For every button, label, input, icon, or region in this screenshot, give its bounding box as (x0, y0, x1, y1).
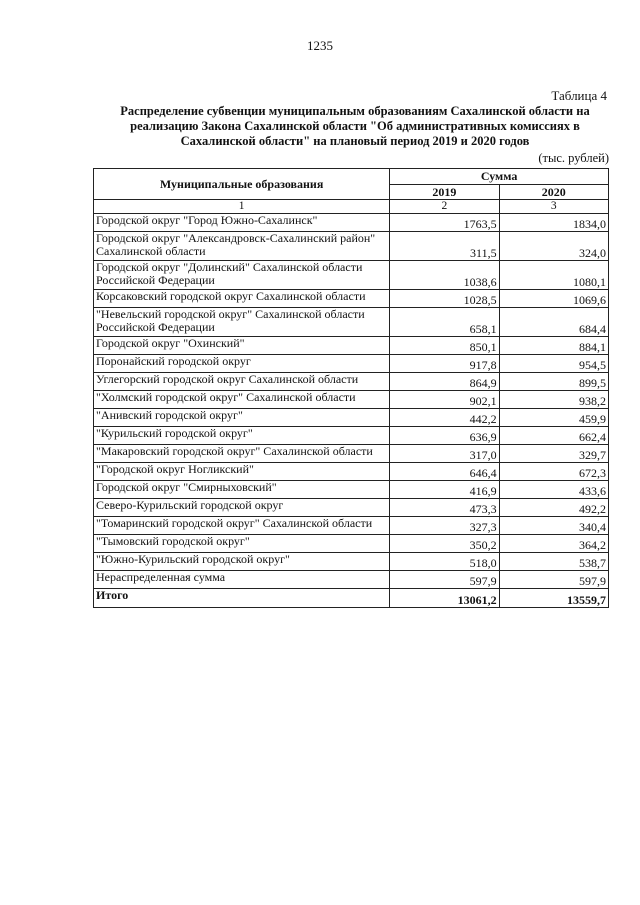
municipality-name: "Томаринский городской округ" Сахалинской области (94, 517, 390, 535)
municipality-name: Городской округ "Охинский" (94, 337, 390, 355)
value-2020: 538,7 (499, 553, 608, 571)
value-2019: 597,9 (390, 571, 499, 589)
municipality-name: Городской округ "Смирныховский" (94, 481, 390, 499)
total-2019: 13061,2 (390, 589, 499, 608)
value-2019: 350,2 (390, 535, 499, 553)
value-2020: 954,5 (499, 355, 608, 373)
value-2020: 492,2 (499, 499, 608, 517)
municipality-name: "Южно-Курильский городской округ" (94, 553, 390, 571)
column-number-1: 1 (94, 200, 390, 214)
table-row (94, 261, 609, 290)
municipality-name: Углегорский городской округ Сахалинской области (94, 373, 390, 391)
municipality-name: Нераспределенная сумма (94, 571, 390, 589)
value-2020: 1834,0 (499, 214, 608, 232)
table-row (94, 391, 609, 409)
value-2019: 658,1 (390, 308, 499, 337)
value-2020: 1080,1 (499, 261, 608, 290)
total-label: Итого (94, 589, 390, 608)
value-2019: 902,1 (390, 391, 499, 409)
value-2020: 899,5 (499, 373, 608, 391)
value-2020: 433,6 (499, 481, 608, 499)
table-row (94, 427, 609, 445)
subvention-table (93, 168, 609, 608)
value-2020: 324,0 (499, 232, 608, 261)
value-2020: 329,7 (499, 445, 608, 463)
table-row (94, 355, 609, 373)
value-2020: 364,2 (499, 535, 608, 553)
municipality-name: "Курильский городской округ" (94, 427, 390, 445)
municipality-name: "Макаровский городской округ" Сахалинской области (94, 445, 390, 463)
table-row (94, 481, 609, 499)
value-2019: 1028,5 (390, 290, 499, 308)
table-row (94, 308, 609, 337)
value-2020: 597,9 (499, 571, 608, 589)
municipality-name: Городской округ "Александровск-Сахалинский район" Сахалинской области (94, 232, 390, 261)
value-2019: 864,9 (390, 373, 499, 391)
table-row (94, 445, 609, 463)
document-title: Распределение субвенции муниципальным образованиям Сахалинской области на реализацию Закона Сахалинской области "Об административных комиссиях в Сахалинской области" на плановый период 2019 и 2020 годов (120, 104, 590, 148)
table-row (94, 463, 609, 481)
municipality-name: "Невельский городской округ" Сахалинской области Российской Федерации (94, 308, 390, 337)
municipality-name: "Тымовский городской округ" (94, 535, 390, 553)
municipality-name: "Городской округ Ногликский" (94, 463, 390, 481)
table-row (94, 337, 609, 355)
header-year-2019: 2019 (390, 185, 499, 200)
value-2019: 327,3 (390, 517, 499, 535)
value-2019: 473,3 (390, 499, 499, 517)
column-number-2: 2 (390, 200, 499, 214)
table-row (94, 499, 609, 517)
column-number-3: 3 (499, 200, 608, 214)
value-2019: 518,0 (390, 553, 499, 571)
header-year-2020: 2020 (499, 185, 608, 200)
table-label: Таблица 4 (551, 88, 607, 103)
units-label: (тыс. рублей) (538, 151, 609, 165)
table-row (94, 373, 609, 391)
value-2020: 884,1 (499, 337, 608, 355)
value-2019: 646,4 (390, 463, 499, 481)
value-2020: 684,4 (499, 308, 608, 337)
table-row (94, 290, 609, 308)
value-2019: 917,8 (390, 355, 499, 373)
municipality-name: Северо-Курильский городской округ (94, 499, 390, 517)
value-2019: 317,0 (390, 445, 499, 463)
total-row (94, 589, 609, 608)
table-row (94, 553, 609, 571)
value-2020: 1069,6 (499, 290, 608, 308)
header-municipalities: Муниципальные образования (94, 169, 390, 200)
value-2020: 672,3 (499, 463, 608, 481)
page-number: 1235 (307, 38, 333, 53)
municipality-name: "Холмский городской округ" Сахалинской области (94, 391, 390, 409)
header-sum: Сумма (390, 169, 609, 185)
table-row (94, 535, 609, 553)
value-2019: 311,5 (390, 232, 499, 261)
value-2020: 662,4 (499, 427, 608, 445)
value-2020: 459,9 (499, 409, 608, 427)
table-row (94, 409, 609, 427)
table-row (94, 232, 609, 261)
table-row (94, 517, 609, 535)
value-2019: 1763,5 (390, 214, 499, 232)
municipality-name: "Анивский городской округ" (94, 409, 390, 427)
municipality-name: Городской округ "Долинский" Сахалинской области Российской Федерации (94, 261, 390, 290)
municipality-name: Корсаковский городской округ Сахалинской области (94, 290, 390, 308)
municipality-name: Городской округ "Город Южно-Сахалинск" (94, 214, 390, 232)
value-2020: 340,4 (499, 517, 608, 535)
value-2019: 636,9 (390, 427, 499, 445)
value-2019: 1038,6 (390, 261, 499, 290)
table-row (94, 571, 609, 589)
total-2020: 13559,7 (499, 589, 608, 608)
municipality-name: Поронайский городской округ (94, 355, 390, 373)
value-2020: 938,2 (499, 391, 608, 409)
value-2019: 850,1 (390, 337, 499, 355)
value-2019: 442,2 (390, 409, 499, 427)
table-row (94, 214, 609, 232)
value-2019: 416,9 (390, 481, 499, 499)
table-body (94, 214, 609, 608)
